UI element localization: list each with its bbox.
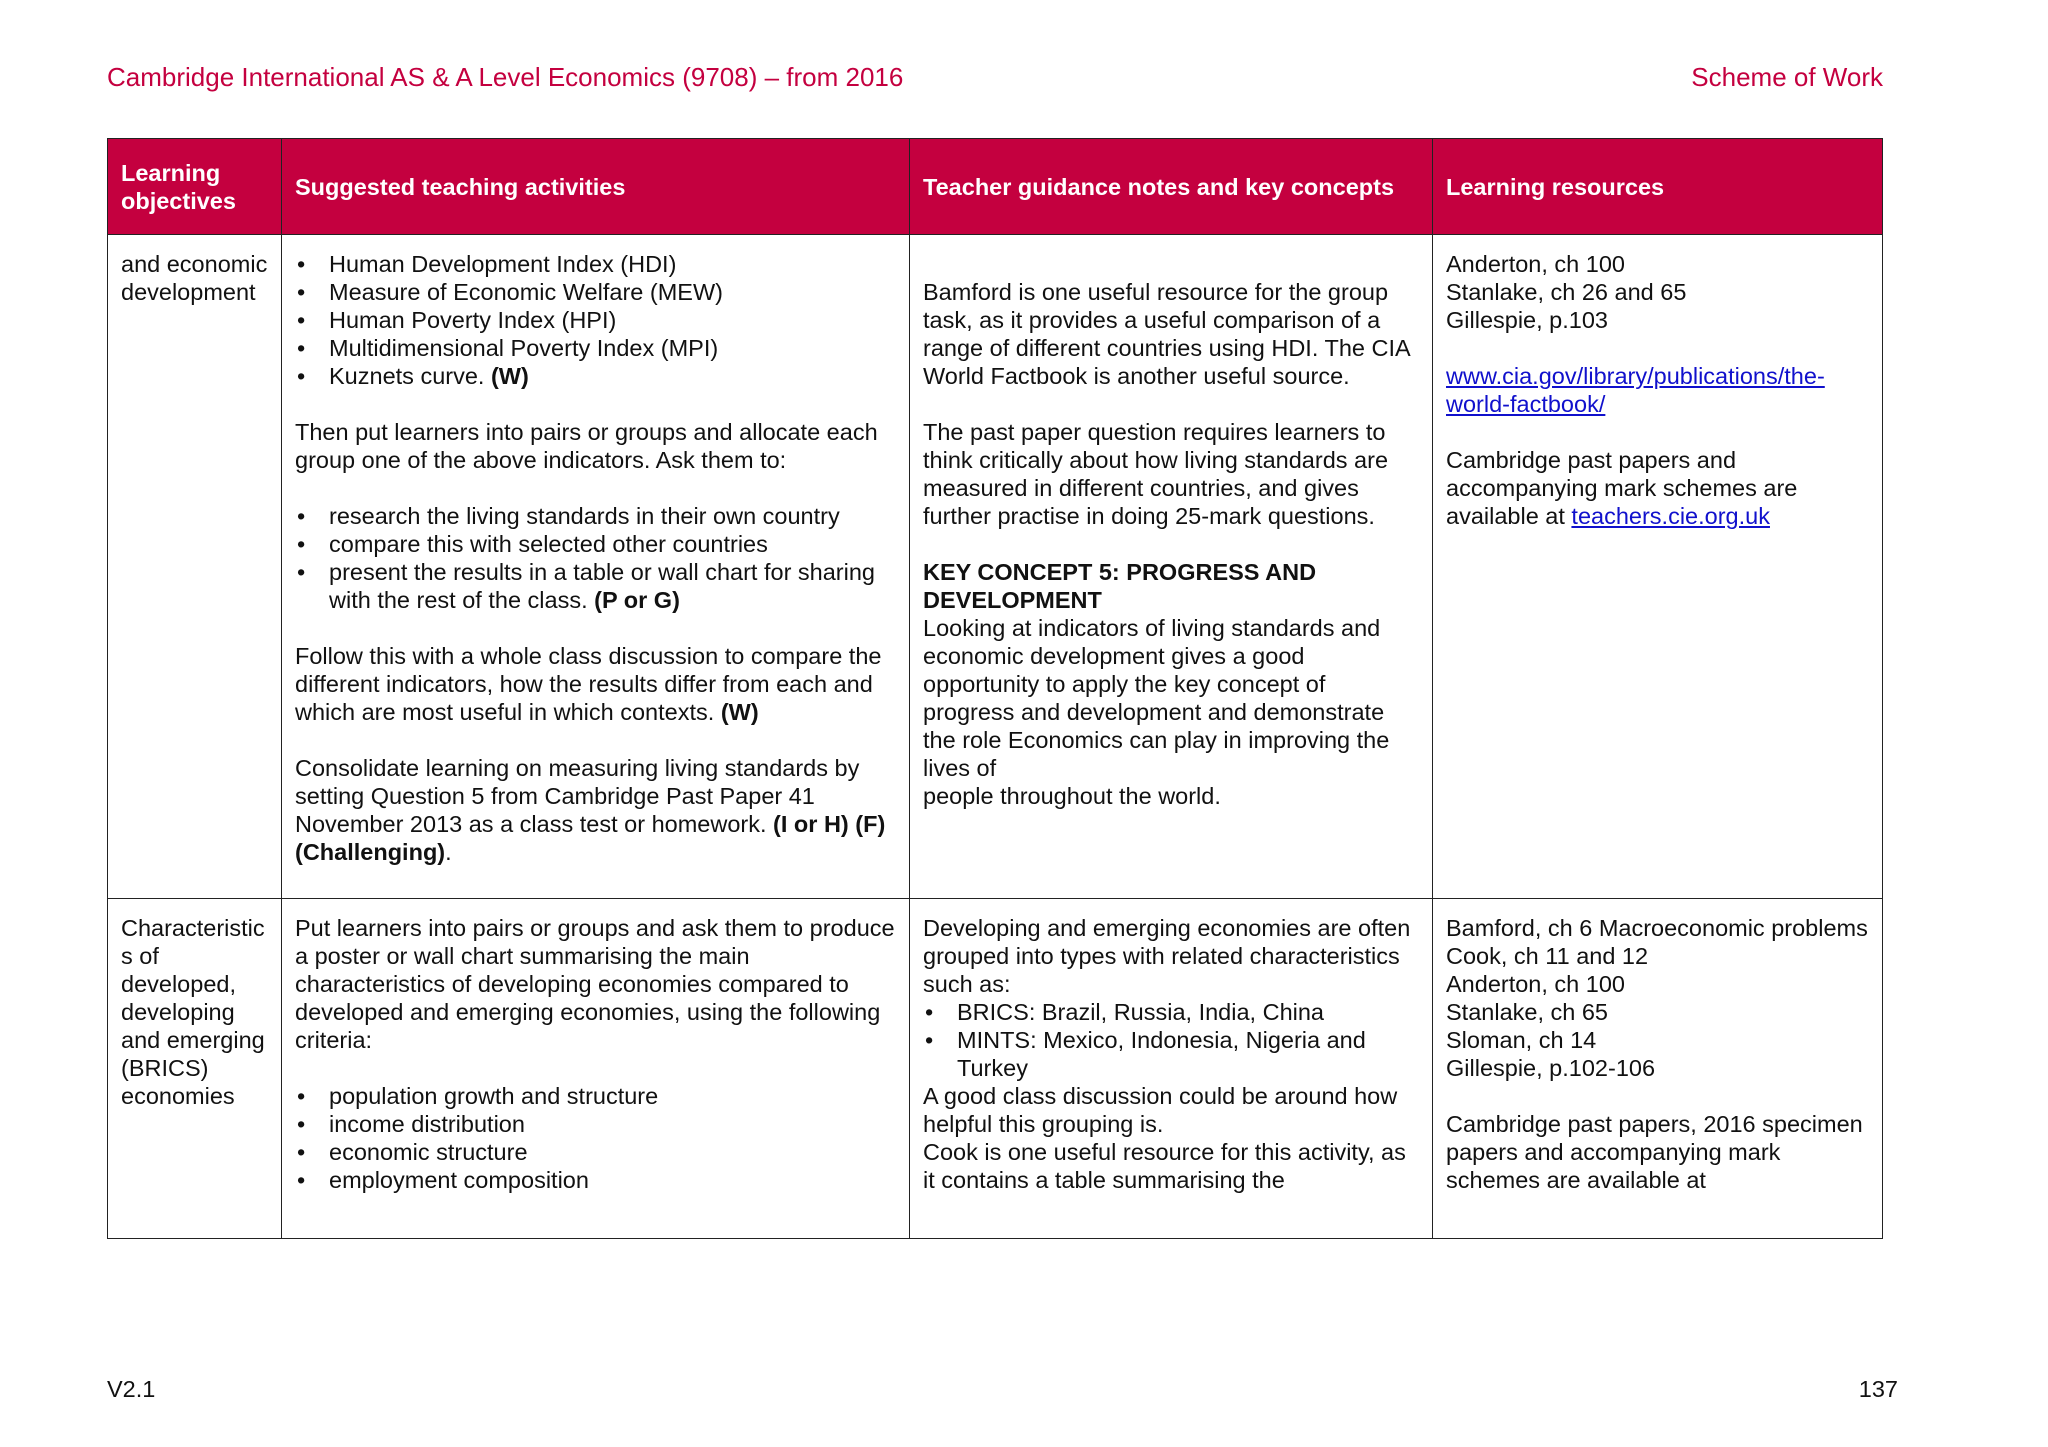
activity-paragraph: Follow this with a whole class discussion to compare the different indicators, how the results differ from each and which are most useful in which contexts. (W): [295, 643, 882, 725]
list-item: • BRICS: Brazil, Russia, India, China: [923, 998, 1419, 1026]
col-header-objectives: Learning objectives: [108, 139, 282, 235]
list-item: • present the results in a table or wall chart for sharing with the rest of the class. (P or G): [295, 558, 896, 614]
list-item: • population growth and structure: [295, 1082, 896, 1110]
resource-line: Anderton, ch 100: [1446, 971, 1625, 997]
guidance-paragraph: Developing and emerging economies are often grouped into types with related characteristics such as:: [923, 915, 1411, 997]
col-header-resources: Learning resources: [1433, 139, 1883, 235]
activities-cell: [282, 235, 910, 899]
resource-line: Cambridge past papers, 2016 specimen papers and accompanying mark schemes are available at: [1446, 1111, 1863, 1193]
resource-line: Stanlake, ch 65: [1446, 999, 1608, 1025]
activity-paragraph: Consolidate learning on measuring living standards by setting Question 5 from Cambridge Past Paper 41 November 2013 as a class test or homework. (I or H) (F) (Challenging).: [295, 755, 886, 865]
resource-line: Anderton, ch 100: [1446, 251, 1625, 277]
list-item: • Kuznets curve. (W): [295, 362, 896, 390]
guidance-paragraph: Looking at indicators of living standards and economic development gives a good opportunity to apply the key concept of progress and development and demonstrate the role Economics can play in improving the lives of: [923, 615, 1390, 781]
guidance-cell: [910, 899, 1433, 1239]
resources-cell: [1433, 899, 1883, 1239]
indicator-list: [295, 250, 896, 390]
list-item: • research the living standards in their own country: [295, 502, 896, 530]
cia-factbook-link[interactable]: www.cia.gov/library/publications/the-world-factbook/: [1446, 363, 1825, 417]
list-item: • Human Poverty Index (HPI): [295, 306, 896, 334]
guidance-paragraph: The past paper question requires learners to think critically about how living standards are measured in different countries, and gives further practise in doing 25-mark questions.: [923, 419, 1389, 529]
table-row: [108, 235, 1883, 899]
objective-text: and economic development: [121, 251, 268, 305]
list-item: • MINTS: Mexico, Indonesia, Nigeria and Turkey: [923, 1026, 1419, 1082]
resource-line: Gillespie, p.102-106: [1446, 1055, 1656, 1081]
key-concept-title: KEY CONCEPT 5: PROGRESS AND DEVELOPMENT: [923, 559, 1317, 613]
guidance-paragraph: Cook is one useful resource for this activity, as it contains a table summarising the: [923, 1139, 1406, 1193]
list-item: • employment composition: [295, 1166, 896, 1194]
col-header-guidance: Teacher guidance notes and key concepts: [910, 139, 1433, 235]
resource-line: Cook, ch 11 and 12: [1446, 943, 1649, 969]
criteria-list: [295, 1082, 896, 1194]
list-item: • Measure of Economic Welfare (MEW): [295, 278, 896, 306]
list-item: • economic structure: [295, 1138, 896, 1166]
task-list: [295, 502, 896, 614]
scheme-table: [107, 138, 1883, 1239]
resource-line: Bamford, ch 6 Macroeconomic problems: [1446, 915, 1868, 941]
col-header-activities: Suggested teaching activities: [282, 139, 910, 235]
list-item: • Multidimensional Poverty Index (MPI): [295, 334, 896, 362]
resources-cell: [1433, 235, 1883, 899]
activity-paragraph: Put learners into pairs or groups and ask them to produce a poster or wall chart summarising the main characteristics of developing economies compared to developed and emerging economies, using the following criteria:: [295, 915, 895, 1053]
guidance-cell: [910, 235, 1433, 899]
teachers-cie-link[interactable]: teachers.cie.org.uk: [1571, 503, 1770, 529]
objective-text: Characteristic s of developed, developing and emerging (BRICS) economies: [121, 915, 265, 1109]
guidance-paragraph: Bamford is one useful resource for the group task, as it provides a useful comparison of a range of different countries using HDI. The CIA World Factbook is another useful source.: [923, 279, 1410, 389]
resource-line: Gillespie, p.103: [1446, 307, 1608, 333]
version-label: V2.1: [107, 1376, 156, 1402]
table-row: [108, 899, 1883, 1239]
table-header-row: [108, 139, 1883, 235]
objective-cell: [108, 235, 282, 899]
resource-line: Cambridge past papers and accompanying mark schemes are available at teachers.cie.org.uk: [1446, 447, 1798, 529]
objective-cell: [108, 899, 282, 1239]
guidance-paragraph: people throughout the world.: [923, 783, 1221, 809]
page-number: 137: [1858, 1376, 1898, 1402]
list-item: • Human Development Index (HDI): [295, 250, 896, 278]
resource-line: Stanlake, ch 26 and 65: [1446, 279, 1687, 305]
list-item: • income distribution: [295, 1110, 896, 1138]
activities-cell: [282, 899, 910, 1239]
document-title: Cambridge International AS & A Level Economics (9708) – from 2016: [107, 62, 904, 92]
activity-paragraph: Then put learners into pairs or groups and allocate each group one of the above indicators. Ask them to:: [295, 419, 878, 473]
guidance-paragraph: A good class discussion could be around how helpful this grouping is.: [923, 1083, 1398, 1137]
list-item: • compare this with selected other countries: [295, 530, 896, 558]
resource-line: Sloman, ch 14: [1446, 1027, 1597, 1053]
grouping-list: [923, 998, 1419, 1082]
document-section: Scheme of Work: [1691, 62, 1883, 92]
